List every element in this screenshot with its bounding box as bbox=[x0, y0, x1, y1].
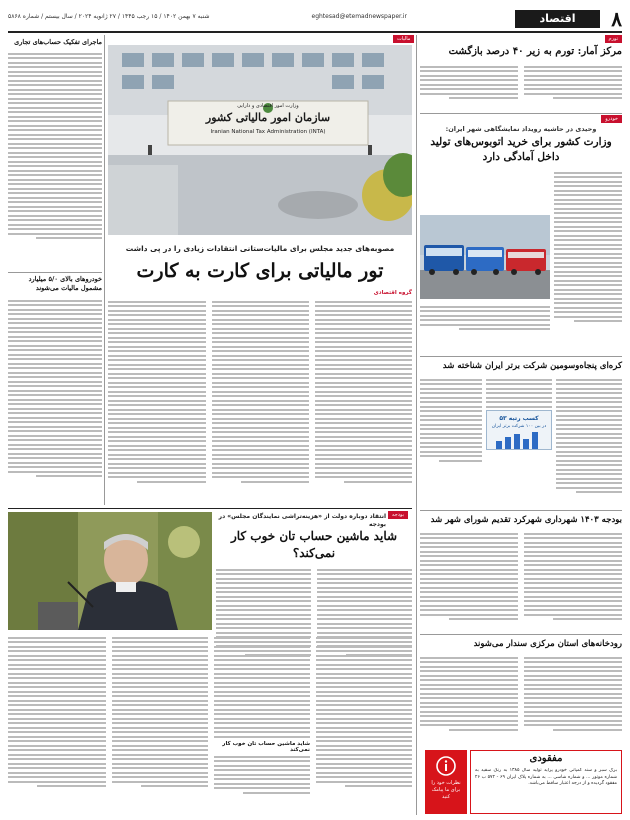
website: eghtesad@etemadnewspaper.ir bbox=[311, 13, 407, 20]
bourse-box bbox=[486, 410, 552, 450]
tax-byline: گروه اقتصادی bbox=[373, 290, 412, 296]
building-illustration bbox=[108, 45, 412, 235]
cars-text-left bbox=[420, 303, 550, 333]
bourse-box-line1: کسب رتبه ۵۳ bbox=[499, 415, 539, 422]
cars-text-right bbox=[554, 169, 622, 325]
tax-kicker: مصوبه‌های جدید مجلس برای مالیات‌ستانی انتقادات زیادی را در پی داشت bbox=[125, 244, 395, 253]
info-icon bbox=[436, 756, 456, 776]
sign-english: Iranian National Tax Administration (INTA) bbox=[210, 129, 326, 135]
minister-illustration bbox=[8, 512, 212, 630]
sidebar-top bbox=[8, 38, 102, 270]
inflation-tag: تورم bbox=[605, 35, 623, 43]
sign-subtitle: وزارت امور اقتصادی و دارایی bbox=[237, 103, 299, 109]
tax-tag: مالیات bbox=[393, 35, 414, 43]
budget-right-headline: بودجه ۱۴۰۳ شهرداری شهرکرد تقدیم شورای شهر شد bbox=[430, 515, 622, 525]
provinces-block bbox=[420, 636, 622, 746]
cars-block bbox=[420, 115, 622, 355]
korea-headline: کره‌ای پنجاه‌وسومین شرکت برتر ایران شناخته شد bbox=[442, 361, 622, 371]
sidebar-top-headline: ماجرای تفکیک حساب‌های تجاری bbox=[14, 38, 102, 46]
budget-headline-line1: شاید ماشین حساب تان خوب کار bbox=[230, 529, 398, 543]
divider bbox=[420, 113, 622, 114]
sidebar-divider bbox=[104, 35, 105, 505]
bar-chart-icon bbox=[494, 431, 544, 449]
page-number: ٨ bbox=[611, 7, 622, 31]
column-divider bbox=[416, 35, 417, 815]
sign-title: سازمان امور مالیاتی کشور bbox=[205, 111, 331, 124]
korea-text-left bbox=[420, 376, 482, 464]
feedback-box bbox=[425, 750, 467, 814]
cars-kicker: وحیدی در حاشیه رویداد نمایشگاهی شهر ایران: bbox=[445, 125, 597, 133]
korea-text-mid bbox=[486, 376, 552, 415]
sidebar-cars bbox=[8, 275, 102, 505]
masthead-rule bbox=[8, 31, 622, 33]
divider bbox=[8, 272, 102, 273]
budget-right-text bbox=[420, 530, 622, 623]
budget-right-block bbox=[420, 512, 622, 632]
budget-subhead: شاید ماشین حساب تان خوب کار نمی‌کند bbox=[222, 740, 310, 753]
masthead bbox=[8, 8, 622, 30]
dateline: شنبه ۷ بهمن ۱۴۰۲ / ۱۵ رجب ۱۴۴۵ / ۲۷ ژانویه ۲۰۲۴ / سال بیستم / شماره ۵۸۶۸ bbox=[8, 13, 210, 20]
budget-headline-line2: نمی‌کند؟ bbox=[292, 546, 336, 560]
korea-text-right bbox=[556, 376, 622, 496]
inflation-text bbox=[420, 63, 622, 109]
section-name: اقتصاد bbox=[515, 10, 600, 28]
lost-title: مفقودی bbox=[529, 753, 563, 764]
tax-building-photo bbox=[108, 45, 412, 235]
bus-photo bbox=[420, 215, 550, 299]
budget-tag: بودجه bbox=[388, 511, 408, 519]
lost-notice bbox=[470, 750, 622, 814]
budget-body-lower bbox=[8, 634, 412, 814]
tax-body bbox=[108, 298, 412, 506]
bus-illustration bbox=[420, 215, 550, 299]
korea-block bbox=[420, 358, 622, 508]
divider bbox=[420, 356, 622, 357]
feedback-text: نظرات خود را برای ما پیامک کنید bbox=[431, 780, 461, 800]
cars-tag: خودرو bbox=[601, 115, 622, 123]
inflation-headline: مرکز آمار: تورم به زیر ۴۰ درصد بازگشت bbox=[448, 46, 622, 57]
inflation-block bbox=[420, 35, 622, 111]
minister-photo bbox=[8, 512, 212, 630]
provinces-text bbox=[420, 654, 622, 733]
divider bbox=[420, 634, 622, 635]
budget-rule bbox=[8, 508, 412, 509]
budget-kicker: انتقاد دوباره دولت از «هزینه‌تراشی نمایندگان مجلس» در بودجه bbox=[218, 513, 386, 528]
provinces-headline: رودخانه‌های استان مرکزی سندار می‌شوند bbox=[473, 639, 622, 649]
cars-headline: وزارت کشور برای خرید اتوبوس‌های تولید داخل آمادگی دارد bbox=[430, 136, 612, 163]
sidebar-cars-headline: خودروهای بالای ۵/۰ میلیارد مشمول مالیات می‌شوند bbox=[28, 275, 102, 292]
tax-headline: تور مالیاتی برای کارت به کارت bbox=[136, 260, 384, 282]
divider bbox=[420, 510, 622, 511]
lost-body: برگ سبز و سند کمپانی خودرو پراید تولید سال ۱۳۸۵ به رنگ سفید به شماره موتور ... و شماره شاسی ... به شماره پلاک ایران ۶۹ - ۵۷۲ ب ۲۶ مفقود گردیده و از درجه اعتبار ساقط می‌باشد. bbox=[475, 768, 617, 786]
bourse-box-line2: در بین ۱۰۰ شرکت برتر ایران bbox=[491, 424, 547, 429]
